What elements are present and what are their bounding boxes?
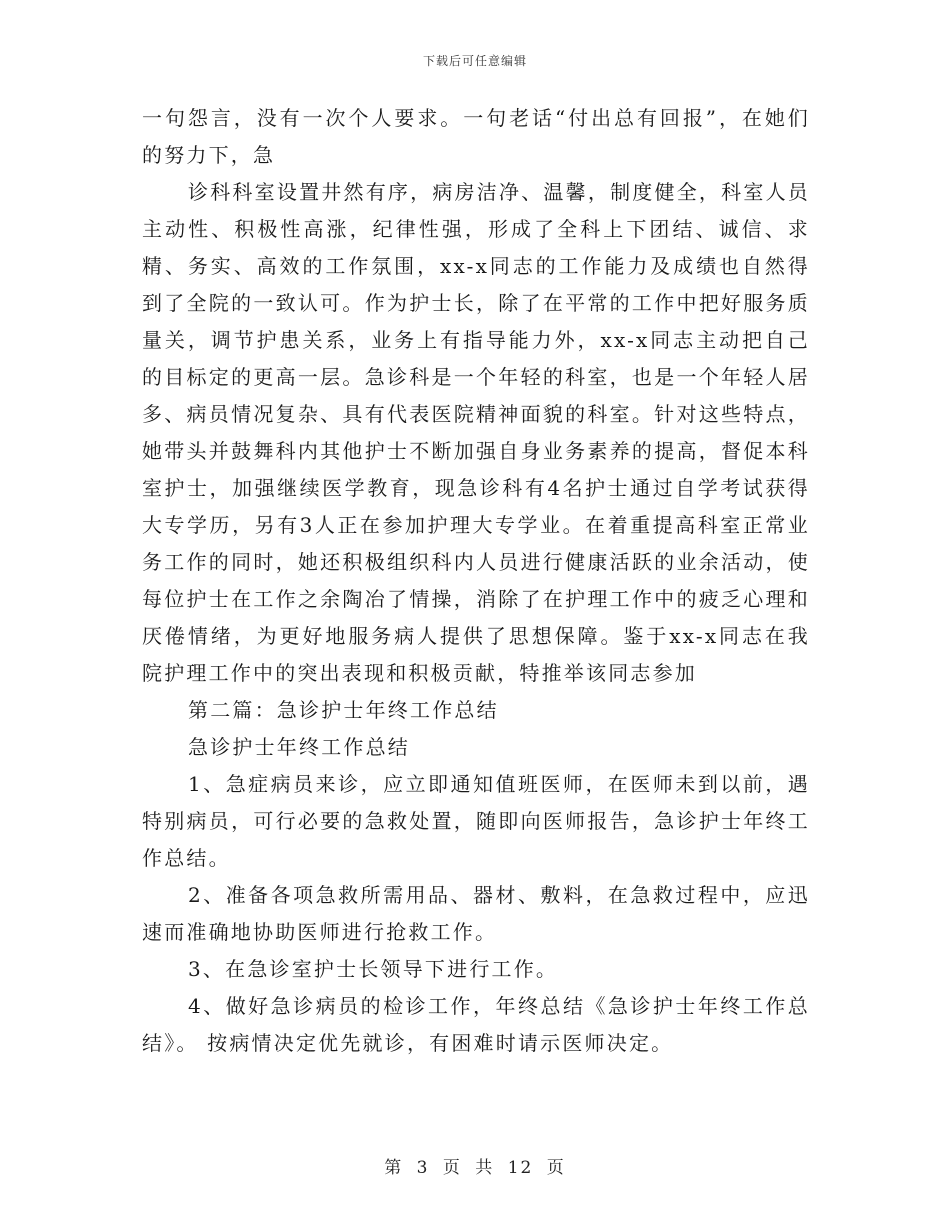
section-heading: 第二篇：急诊护士年终工作总结 bbox=[188, 698, 499, 722]
section-title: 急诊护士年终工作总结 bbox=[188, 735, 410, 759]
list-item: 2、准备各项急救所需用品、器材、敷料，在急救过程中，应迅速而准确地协助医师进行抢救工作。 bbox=[142, 883, 810, 944]
list-item: 4、做好急诊病员的检诊工作，年终总结《急诊护士年终工作总结》。 按病情决定优先就诊，有困难时请示医师决定。 bbox=[142, 994, 810, 1055]
document-body bbox=[142, 100, 810, 1062]
page-header: 下载后可任意编辑 bbox=[422, 54, 527, 68]
page-number: 第 3 页 共 12 页 bbox=[384, 1158, 566, 1178]
paragraph: 一句怨言，没有一次个人要求。一句老话“付出总有回报”，在她们的努力下，急 bbox=[142, 106, 810, 167]
list-item: 3、在急诊室护士长领导下进行工作。 bbox=[188, 957, 559, 981]
paragraph: 诊科科室设置井然有序，病房洁净、温馨，制度健全，科室人员主动性、积极性高涨，纪律性强，形成了全科上下团结、诚信、求精、务实、高效的工作氛围，xx-x同志的工作能力及成绩也自然得到了全院的一致认可。作为护士长，除了在平常的工作中把好服务质量关，调节护患关系，业务上有指导能力外，xx-x同志主动把自己的目标定的更高一层。急诊科是一个年轻的科室，也是一个年轻人居多、病员情况复杂、具有代表医院精神面貌的科室。针对这些特点，她带头并鼓舞科内其他护士不断加强自身业务素养的提高，督促本科室护士，加强继续医学教育，现急诊科有4名护士通过自学考试获得大专学历，另有3人正在参加护理大专学业。在着重提高科室正常业务工作的同时，她还积极组织科内人员进行健康活跃的业余活动，使每位护士在工作之余陶冶了情操，消除了在护理工作中的疲乏心理和厌倦情绪，为更好地服务病人提供了思想保障。鉴于xx-x同志在我院护理工作中的突出表现和积极贡献，特推举该同志参加 bbox=[142, 180, 810, 685]
list-item: 1、急症病员来诊，应立即通知值班医师，在医师未到以前，遇特别病员，可行必要的急救处置，随即向医师报告，急诊护士年终工作总结。 bbox=[142, 772, 810, 870]
